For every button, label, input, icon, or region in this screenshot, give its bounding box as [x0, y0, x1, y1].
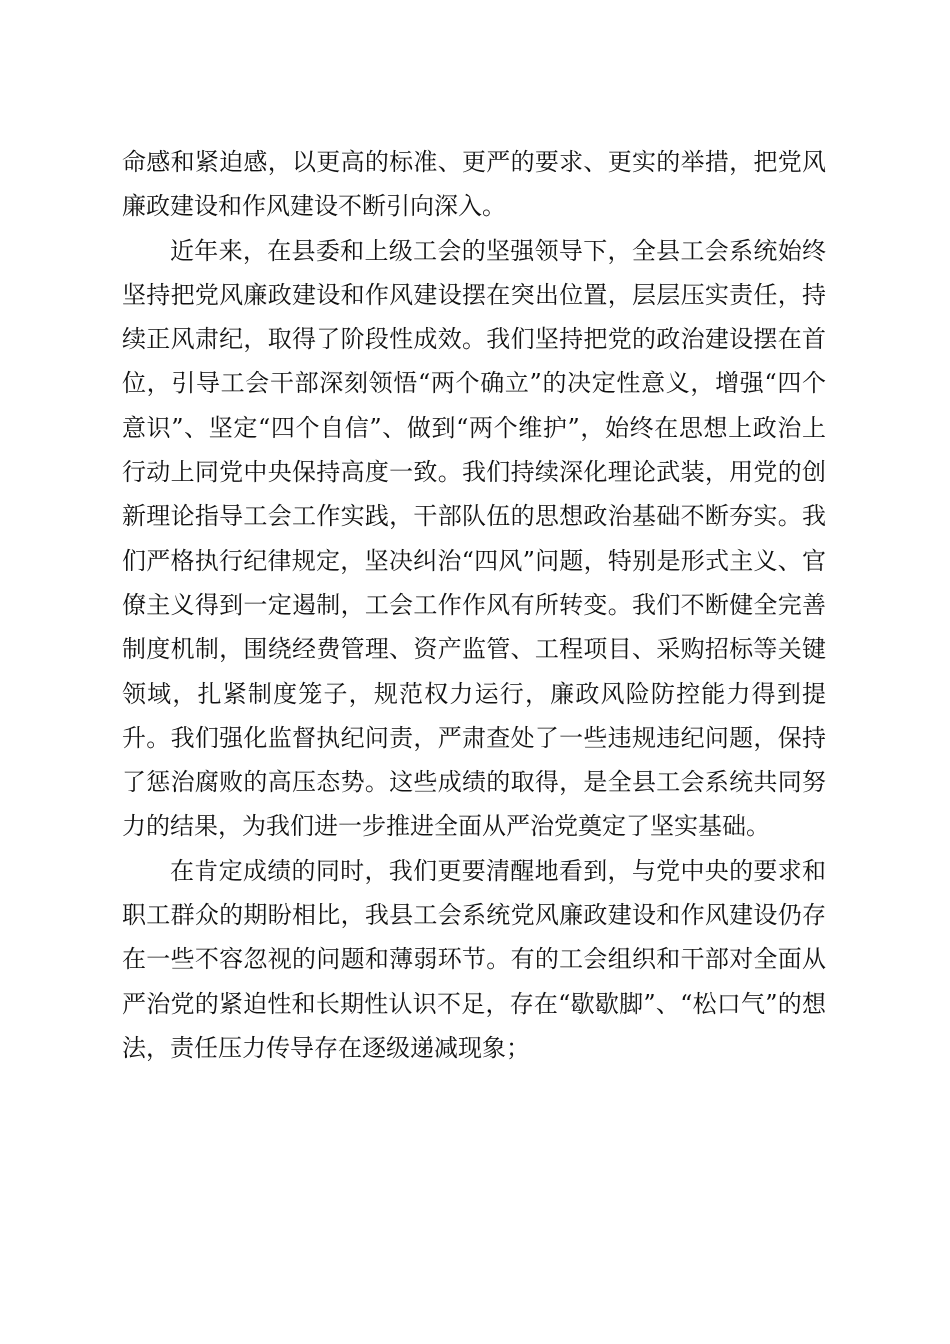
body-text — [122, 140, 826, 1070]
paragraph-2: 近年来，在县委和上级工会的坚强领导下，全县工会系统始终坚持把党风廉政建设和作风建设摆在突出位置，层层压实责任，持续正风肃纪，取得了阶段性成效。我们坚持把党的政治建设摆在首位，引导工会干部深刻领悟“两个确立”的决定性意义，增强“四个意识”、坚定“四个自信”、做到“两个维护”，始终在思想上政治上行动上同党中央保持高度一致。我们持续深化理论武装，用党的创新理论指导工会工作实践，干部队伍的思想政治基础不断夯实。我们严格执行纪律规定，坚决纠治“四风”问题，特别是形式主义、官僚主义得到一定遏制，工会工作作风有所转变。我们不断健全完善制度机制，围绕经费管理、资产监管、工程项目、采购招标等关键领域，扎紧制度笼子，规范权力运行，廉政风险防控能力得到提升。我们强化监督执纪问责，严肃查处了一些违规违纪问题，保持了惩治腐败的高压态势。这些成绩的取得，是全县工会系统共同努力的结果，为我们进一步推进全面从严治党奠定了坚实基础。 — [122, 236, 826, 841]
paragraph-3: 在肯定成绩的同时，我们更要清醒地看到，与党中央的要求和职工群众的期盼相比，我县工会系统党风廉政建设和作风建设仍存在一些不容忽视的问题和薄弱环节。有的工会组织和干部对全面从严治党的紧迫性和长期性认识不足，存在“歇歇脚”、“松口气”的想法，责任压力传导存在逐级递减现象； — [122, 856, 826, 1062]
paragraph-1: 命感和紧迫感，以更高的标准、更严的要求、更实的举措，把党风廉政建设和作风建设不断引向深入。 — [122, 148, 826, 221]
